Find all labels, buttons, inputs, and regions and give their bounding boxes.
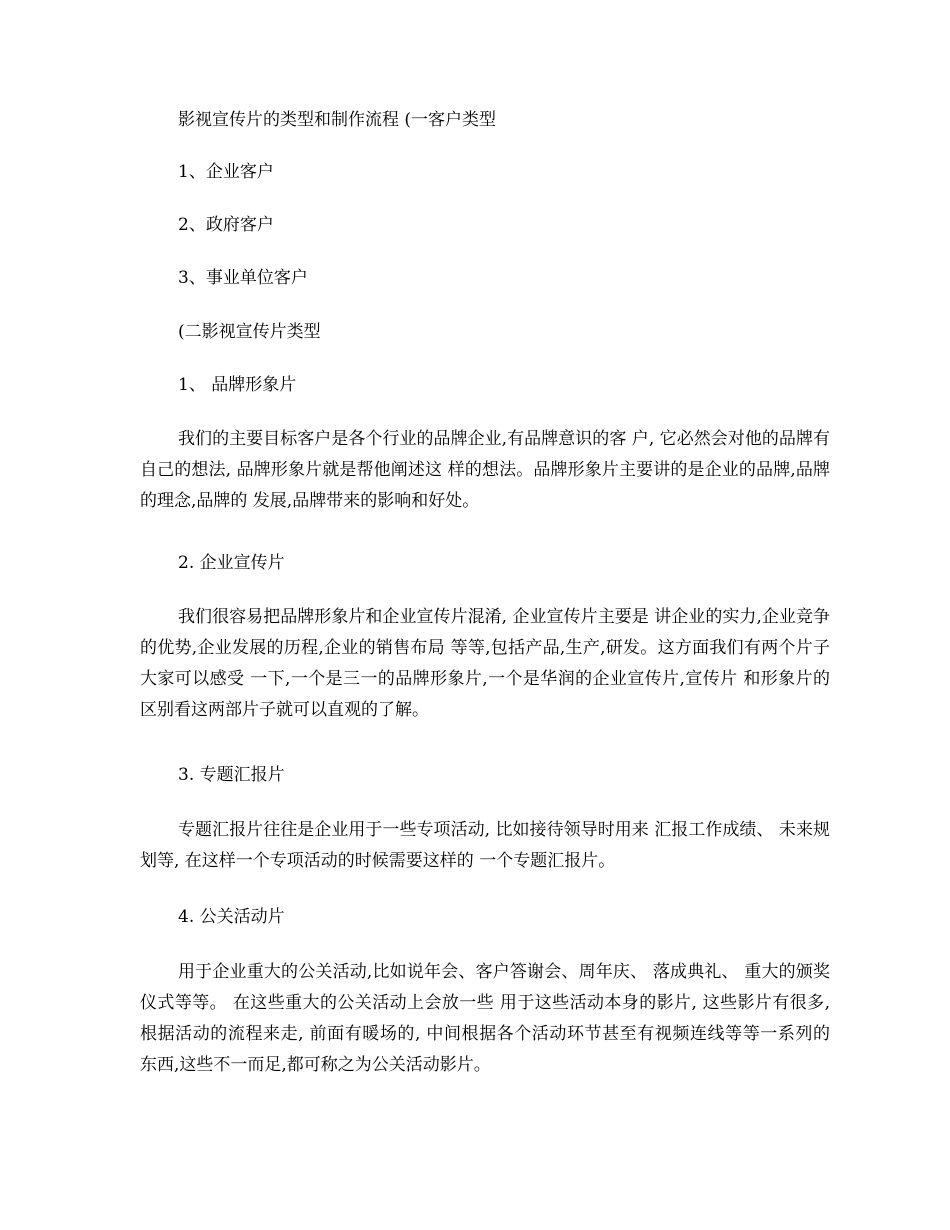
client-type-item: 2、政府客户: [178, 215, 274, 235]
client-type-item: 3、事业单位客户: [178, 268, 308, 288]
item-heading: 2. 企业宣传片: [178, 553, 285, 573]
item-paragraph: 专题汇报片往往是企业用于一些专项活动, 比如接待领导时用来 汇报工作成绩、 未来规划等, 在这样一个专项活动的时候需要这样的 一个专题汇报片。: [140, 820, 830, 871]
client-type-item: 1、企业客户: [178, 162, 274, 182]
item-heading: 3. 专题汇报片: [178, 765, 285, 785]
item-paragraph: 我们很容易把品牌形象片和企业宣传片混淆, 企业宣传片主要是 讲企业的实力,企业竞争的优势,企业发展的历程,企业的销售布局 等等,包括产品,生产,研发。这方面我们有两个片子大家可以感受 一下,一个是三一的品牌形象片,一个是华润的企业宣传片,宣传片 和形象片的区别看这两部片子就可以直观的了解。: [140, 607, 830, 720]
item-paragraph: 我们的主要目标客户是各个行业的品牌企业,有品牌意识的客 户, 它必然会对他的品牌有自己的想法, 品牌形象片就是帮他阐述这 样的想法。品牌形象片主要讲的是企业的品牌,品牌的理念,品牌的 发展,品牌带来的影响和好处。: [140, 429, 830, 511]
document-title: 影视宣传片的类型和制作流程 (一客户类型: [178, 110, 497, 130]
item-paragraph: 用于企业重大的公关活动,比如说年会、客户答谢会、周年庆、 落成典礼、 重大的颁奖仪式等等。 在这些重大的公关活动上会放一些 用于这些活动本身的影片, 这些影片有很多,根据活动的流程来走, 前面有暖场的, 中间根据各个活动环节甚至有视频连线等等一系列的 东西,这些不一而足,都可称之为公关活动影片。: [140, 962, 830, 1075]
section-heading: (二影视宣传片类型: [178, 322, 321, 342]
item-heading: 4. 公关活动片: [178, 907, 285, 927]
item-heading: 1、 品牌形象片: [178, 375, 297, 395]
